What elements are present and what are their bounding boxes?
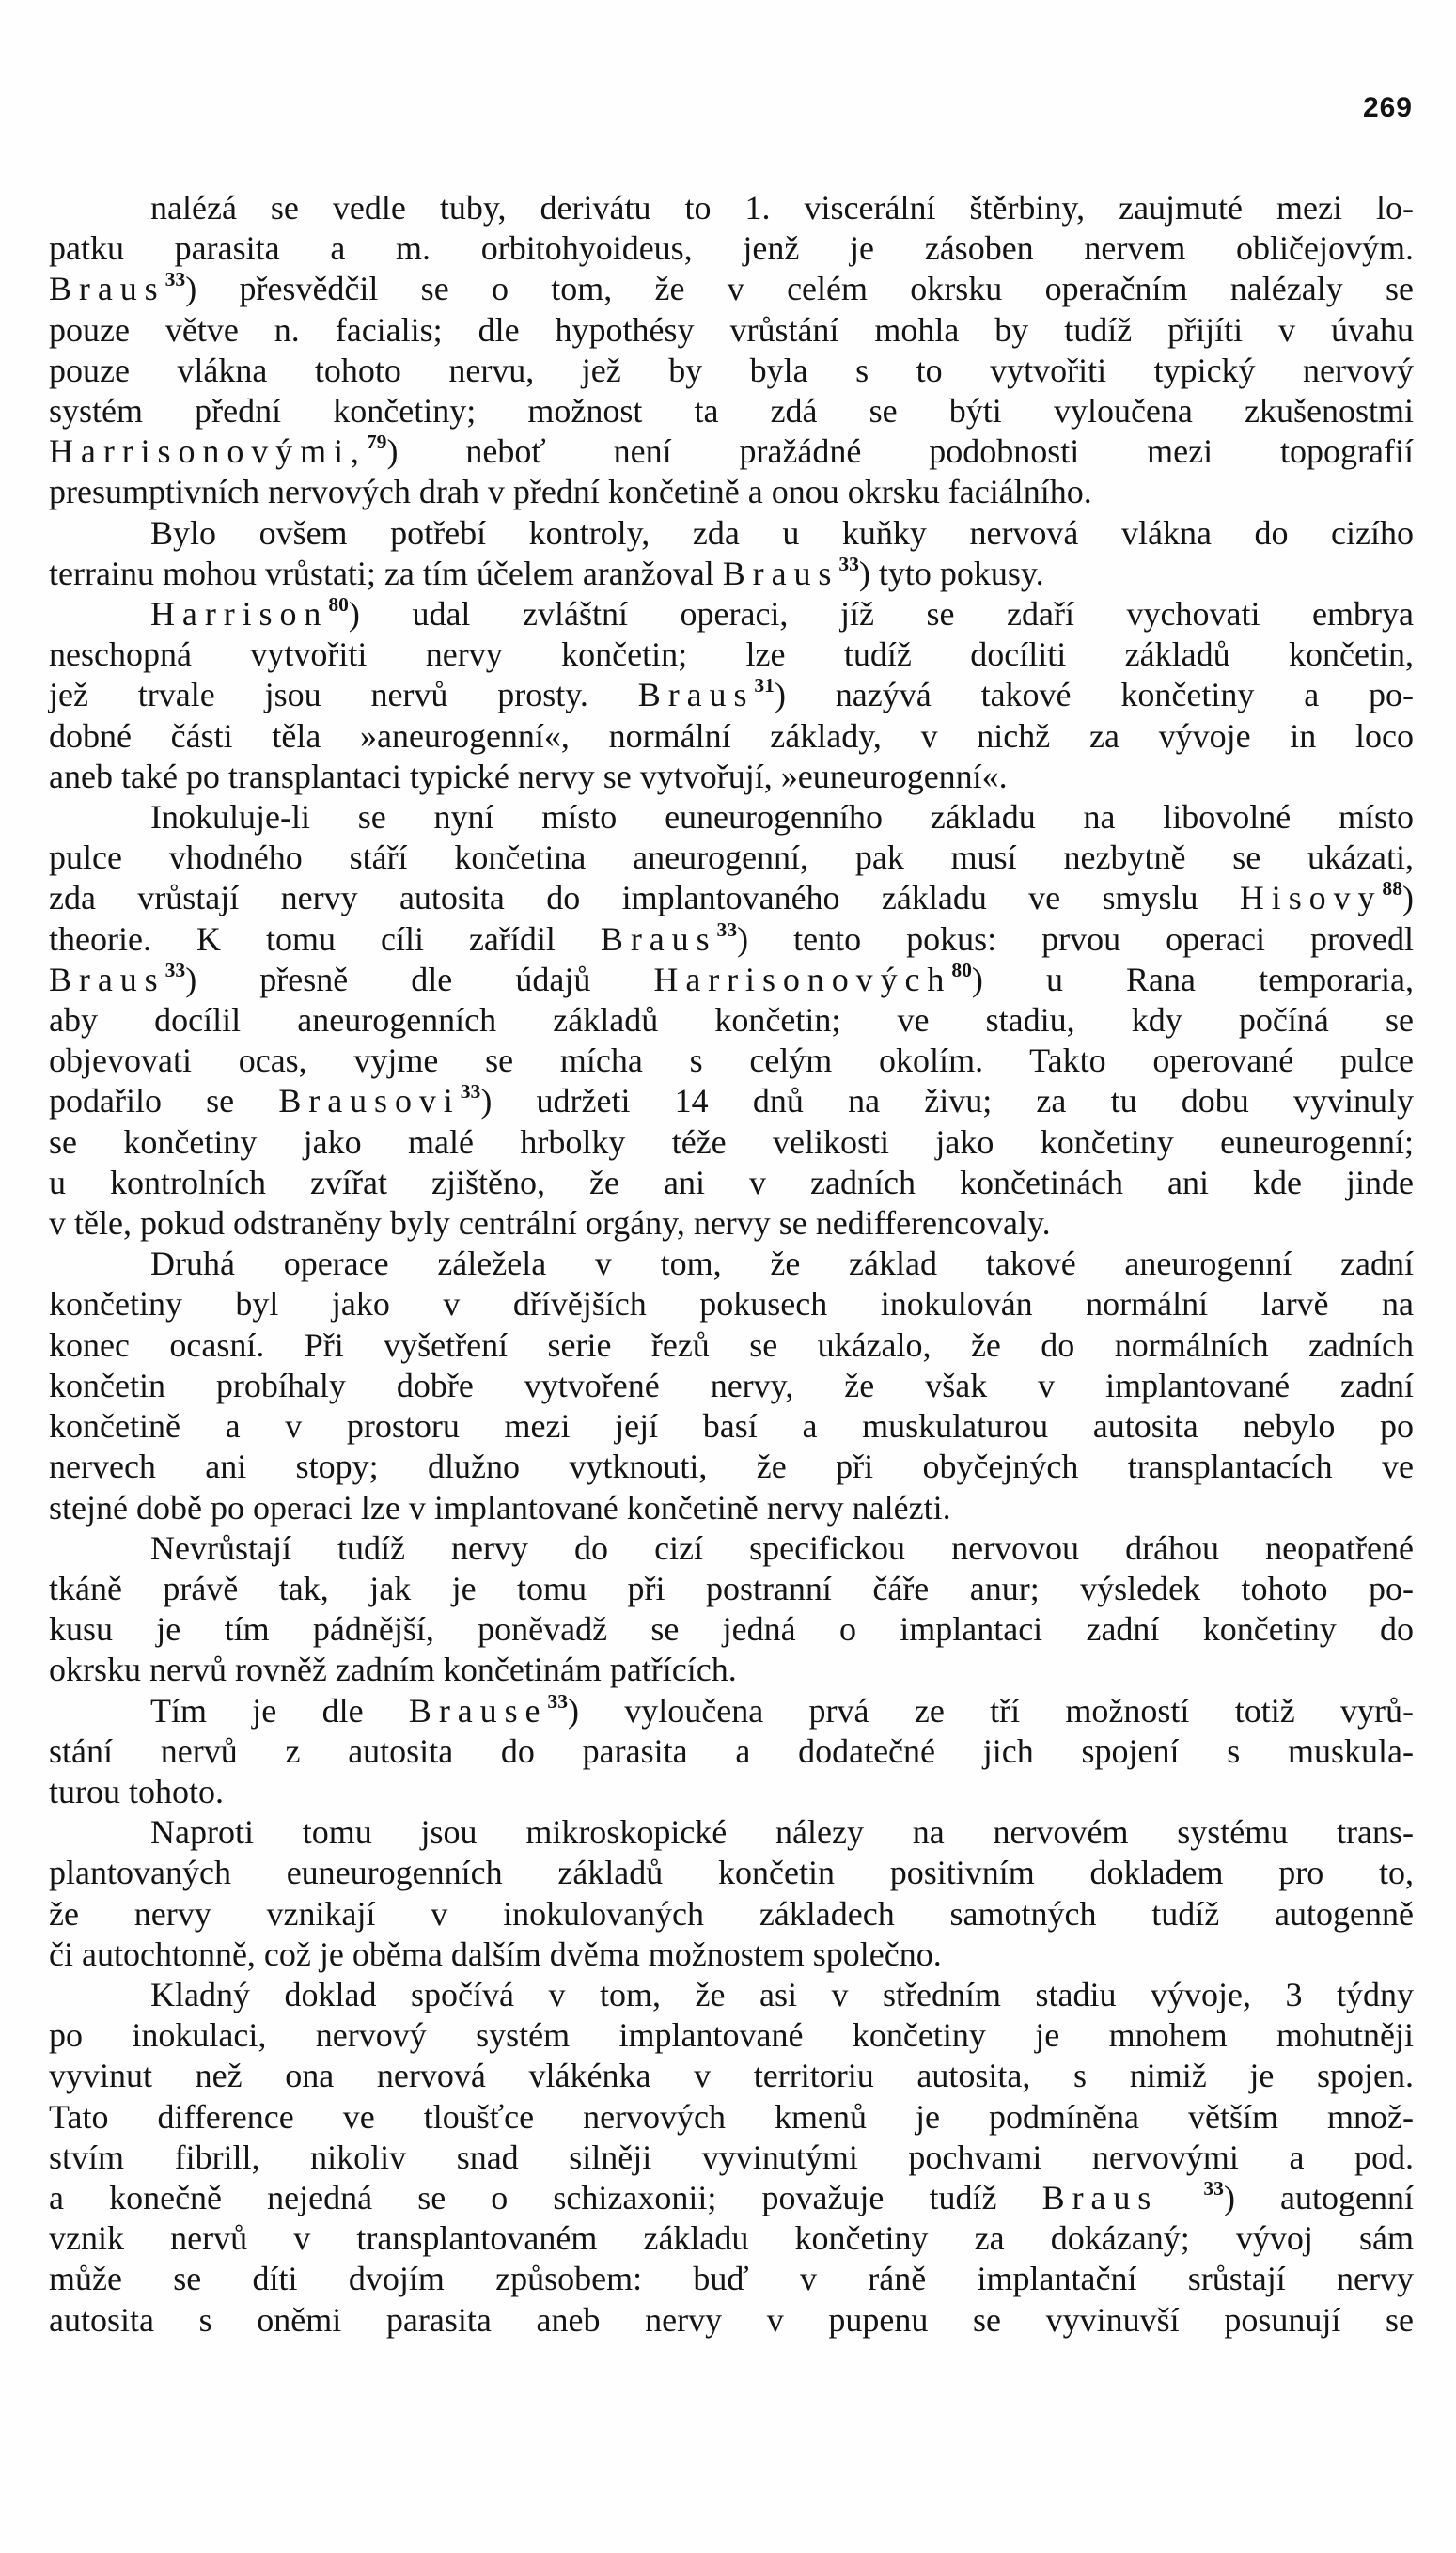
- text-line: aby docílil aneurogenních základů končetin; ve stadiu, kdy počíná se: [49, 1001, 1414, 1040]
- text-line: končetiny byl jako v dřívějších pokusech inokulován normální larvě na: [49, 1285, 1414, 1323]
- reference-number: 33: [1203, 2176, 1224, 2200]
- text-line: Harrison$^{80}$) udal zvláštní operaci, jíž se zdaří vychovati embrya: [150, 592, 1414, 634]
- reference-number: 33: [838, 552, 859, 575]
- text-line: může se díti dvojím způsobem: buď v ráně implantační srůstají nervy: [49, 2260, 1414, 2298]
- reference-number: 33: [460, 1080, 481, 1104]
- text-line: pouze vlákna tohoto nervu, jež by byla s to vytvořiti typický nervový: [49, 351, 1414, 389]
- text-line: Bylo ovšem potřebí kontroly, zda u kuňky nervová vlákna do cizího: [150, 513, 1414, 552]
- text-line: plantovaných euneurogenních základů končetin positivním dokladem pro to,: [49, 1854, 1414, 1892]
- paragraph: [49, 1812, 1414, 1975]
- paragraph: [49, 1528, 1414, 1691]
- text-line: stání nervů z autosita do parasita a dodatečné jich spojení s muskula-: [49, 1731, 1414, 1770]
- author-name: Braus: [600, 919, 717, 958]
- text-line: že nervy vznikají v inokulovaných základech samotných tudíž autogenně: [49, 1894, 1414, 1933]
- paragraph: [49, 1975, 1414, 2341]
- reference-number: 33: [164, 958, 186, 981]
- text-line: objevovati ocas, vyjme se mícha s celým okolím. Takto operované pulce: [49, 1042, 1414, 1080]
- text-line: podařilo se Brausovi$^{33}$) udržeti 14 dnů na živu; za tu dobu vyvinuly: [49, 1080, 1414, 1120]
- text-line: Inokuluje-li se nyní místo euneurogenního základu na libovolné místo: [150, 798, 1414, 837]
- author-name: Braus: [49, 960, 165, 998]
- paragraph: [49, 513, 1414, 594]
- text-line: pouze větve n. facialis; dle hypothésy vrůstání mohla by tudíž přijíti v úvahu: [49, 310, 1414, 349]
- reference-number: 33: [164, 268, 186, 291]
- text-line: u kontrolních zvířat zjištěno, že ani v zadních končetinách ani kde jinde: [49, 1163, 1414, 1201]
- reference-number: 88: [1382, 877, 1402, 901]
- text-line: okrsku nervů rovněž zadním končetinám patřících.: [49, 1651, 737, 1689]
- text-line: autosita s oněmi parasita aneb nervy v pupenu se vyvinuvší posunují se: [49, 2300, 1414, 2339]
- author-name: Braus: [49, 270, 165, 308]
- author-name: Harrison: [150, 595, 329, 634]
- text-line: Druhá operace záležela v tom, že základ takové aneurogenní zadní: [150, 1245, 1414, 1283]
- text-line: stvím fibrill, nikoliv snad silněji vyvinutými pochvami nervovými a pod.: [49, 2138, 1414, 2176]
- paragraph: [49, 594, 1414, 797]
- text-line: neschopná vytvořiti nervy končetin; lze tudíž docíliti základů končetin,: [49, 635, 1414, 674]
- reference-number: 33: [716, 917, 738, 941]
- paragraph: [49, 1691, 1414, 1813]
- author-name: Braus: [637, 676, 755, 714]
- text-line: Nevrůstají tudíž nervy do cizí specifickou nervovou dráhou neopatřené: [150, 1528, 1414, 1567]
- reference-number: 80: [328, 592, 349, 616]
- page-number: 269: [1362, 92, 1413, 123]
- text-line: Braus$^{33}$) přesně dle údajů Harrisonových$^{80}$) u Rana temporaria,: [49, 958, 1415, 998]
- text-line: Tato difference ve tloušťce nervových kmenů je podmíněna větším množ-: [49, 2097, 1414, 2136]
- text-line: vyvinut než ona nervová vlákénka v territoriu autosita, s nimiž je spojen.: [49, 2057, 1414, 2095]
- text-line: Tím je dle Brause$^{33}$) vyloučena prvá ze tří možností totiž vyrů-: [150, 1689, 1414, 1730]
- text-line: turou tohoto.: [49, 1772, 224, 1810]
- text-line: kusu je tím pádnější, poněvadž se jedná o implantaci zadní končetiny do: [49, 1610, 1414, 1649]
- text-line: končetin probíhaly dobře vytvořené nervy, že však v implantované zadní: [49, 1366, 1414, 1404]
- text-line: stejné době po operaci lze v implantované končetině nervy nalézti.: [49, 1488, 951, 1527]
- text-line: zda vrůstají nervy autosita do implantovaného základu ve smyslu Hisovy$^{88}$): [49, 877, 1414, 917]
- paragraph: [49, 797, 1414, 1244]
- text-line: konec ocasní. Při vyšetření serie řezů se ukázalo, že do normálních zadních: [49, 1325, 1414, 1364]
- author-name: Braus: [1041, 2178, 1159, 2216]
- author-name: Brause: [408, 1691, 548, 1730]
- text-line: nalézá se vedle tuby, derivátu to 1. viscerální štěrbiny, zaujmuté mezi lo-: [150, 189, 1414, 227]
- text-line: Harrisonovými,$^{79}$) neboť není pražádné podobnosti mezi topografií: [49, 431, 1414, 471]
- text-line: jež trvale jsou nervů prosty. Braus$^{31}$) nazývá takové končetiny a po-: [49, 674, 1414, 714]
- text-line: aneb také po transplantaci typické nervy se vytvořují, »euneurogenní«.: [49, 757, 1008, 795]
- text-line: terrainu mohou vrůstati; za tím účelem aranžoval Braus$^{33}$) tyto pokusy.: [49, 552, 1044, 592]
- reference-number: 79: [366, 431, 387, 454]
- text-line: Naproti tomu jsou mikroskopické nálezy na nervovém systému trans-: [150, 1813, 1414, 1852]
- reference-number: 31: [754, 674, 775, 697]
- text-line: tkáně právě tak, jak je tomu při postranní čáře anur; výsledek tohoto po-: [49, 1569, 1414, 1607]
- body-text: [49, 188, 1414, 2341]
- text-line: končetině a v prostoru mezi její basí a muskulaturou autosita nebylo po: [49, 1407, 1414, 1446]
- text-line: či autochtonně, což je oběma dalším dvěma možnostem společno.: [49, 1934, 942, 1973]
- paragraph: [49, 188, 1414, 513]
- paragraph: [49, 1244, 1414, 1527]
- text-line: dobné části těla »aneurogenní«, normální základy, v nichž za vývoje in loco: [49, 716, 1414, 755]
- text-line: vznik nervů v transplantovaném základu končetiny za dokázaný; vývoj sám: [49, 2219, 1414, 2258]
- author-name: Harrisonovými,: [49, 432, 367, 471]
- author-name: Hisovy: [1239, 879, 1383, 917]
- text-line: Kladný doklad spočívá v tom, že asi v středním stadiu vývoje, 3 týdny: [150, 1975, 1414, 2013]
- text-line: theorie. K tomu cíli zařídil Braus$^{33}$) tento pokus: prvou operaci provedl: [49, 917, 1414, 958]
- reference-number: 33: [547, 1689, 568, 1713]
- reference-number: 80: [951, 958, 972, 981]
- text-line: po inokulaci, nervový systém implantované končetiny je mnohem mohutněji: [49, 2016, 1414, 2055]
- author-name: Harrisonových: [653, 960, 952, 998]
- text-line: v těle, pokud odstraněny byly centrální orgány, nervy se nedifferencovaly.: [49, 1204, 1051, 1243]
- text-line: Braus$^{33}$) přesvědčil se o tom, že v celém okrsku operačním nalézaly se: [49, 268, 1414, 308]
- text-line: systém přední končetiny; možnost ta zdá se býti vyloučena zkušenostmi: [49, 392, 1414, 431]
- text-line: a konečně nejedná se o schizaxonii; považuje tudíž Braus $^{33}$) autogenní: [49, 2176, 1415, 2216]
- text-line: se končetiny jako malé hrbolky téže velikosti jako končetiny euneurogenní;: [49, 1122, 1414, 1161]
- author-name: Braus: [722, 554, 839, 592]
- text-line: presumptivních nervových drah v přední končetině a onou okrsku faciálního.: [49, 473, 1092, 511]
- author-name: Brausovi: [278, 1082, 461, 1120]
- text-line: nervech ani stopy; dlužno vytknouti, že při obyčejných transplantacích ve: [49, 1448, 1414, 1486]
- text-line: pulce vhodného stáří končetina aneurogenní, pak musí nezbytně se ukázati,: [49, 838, 1414, 877]
- text-line: patku parasita a m. orbitohyoideus, jenž je zásoben nervem obličejovým.: [49, 229, 1414, 268]
